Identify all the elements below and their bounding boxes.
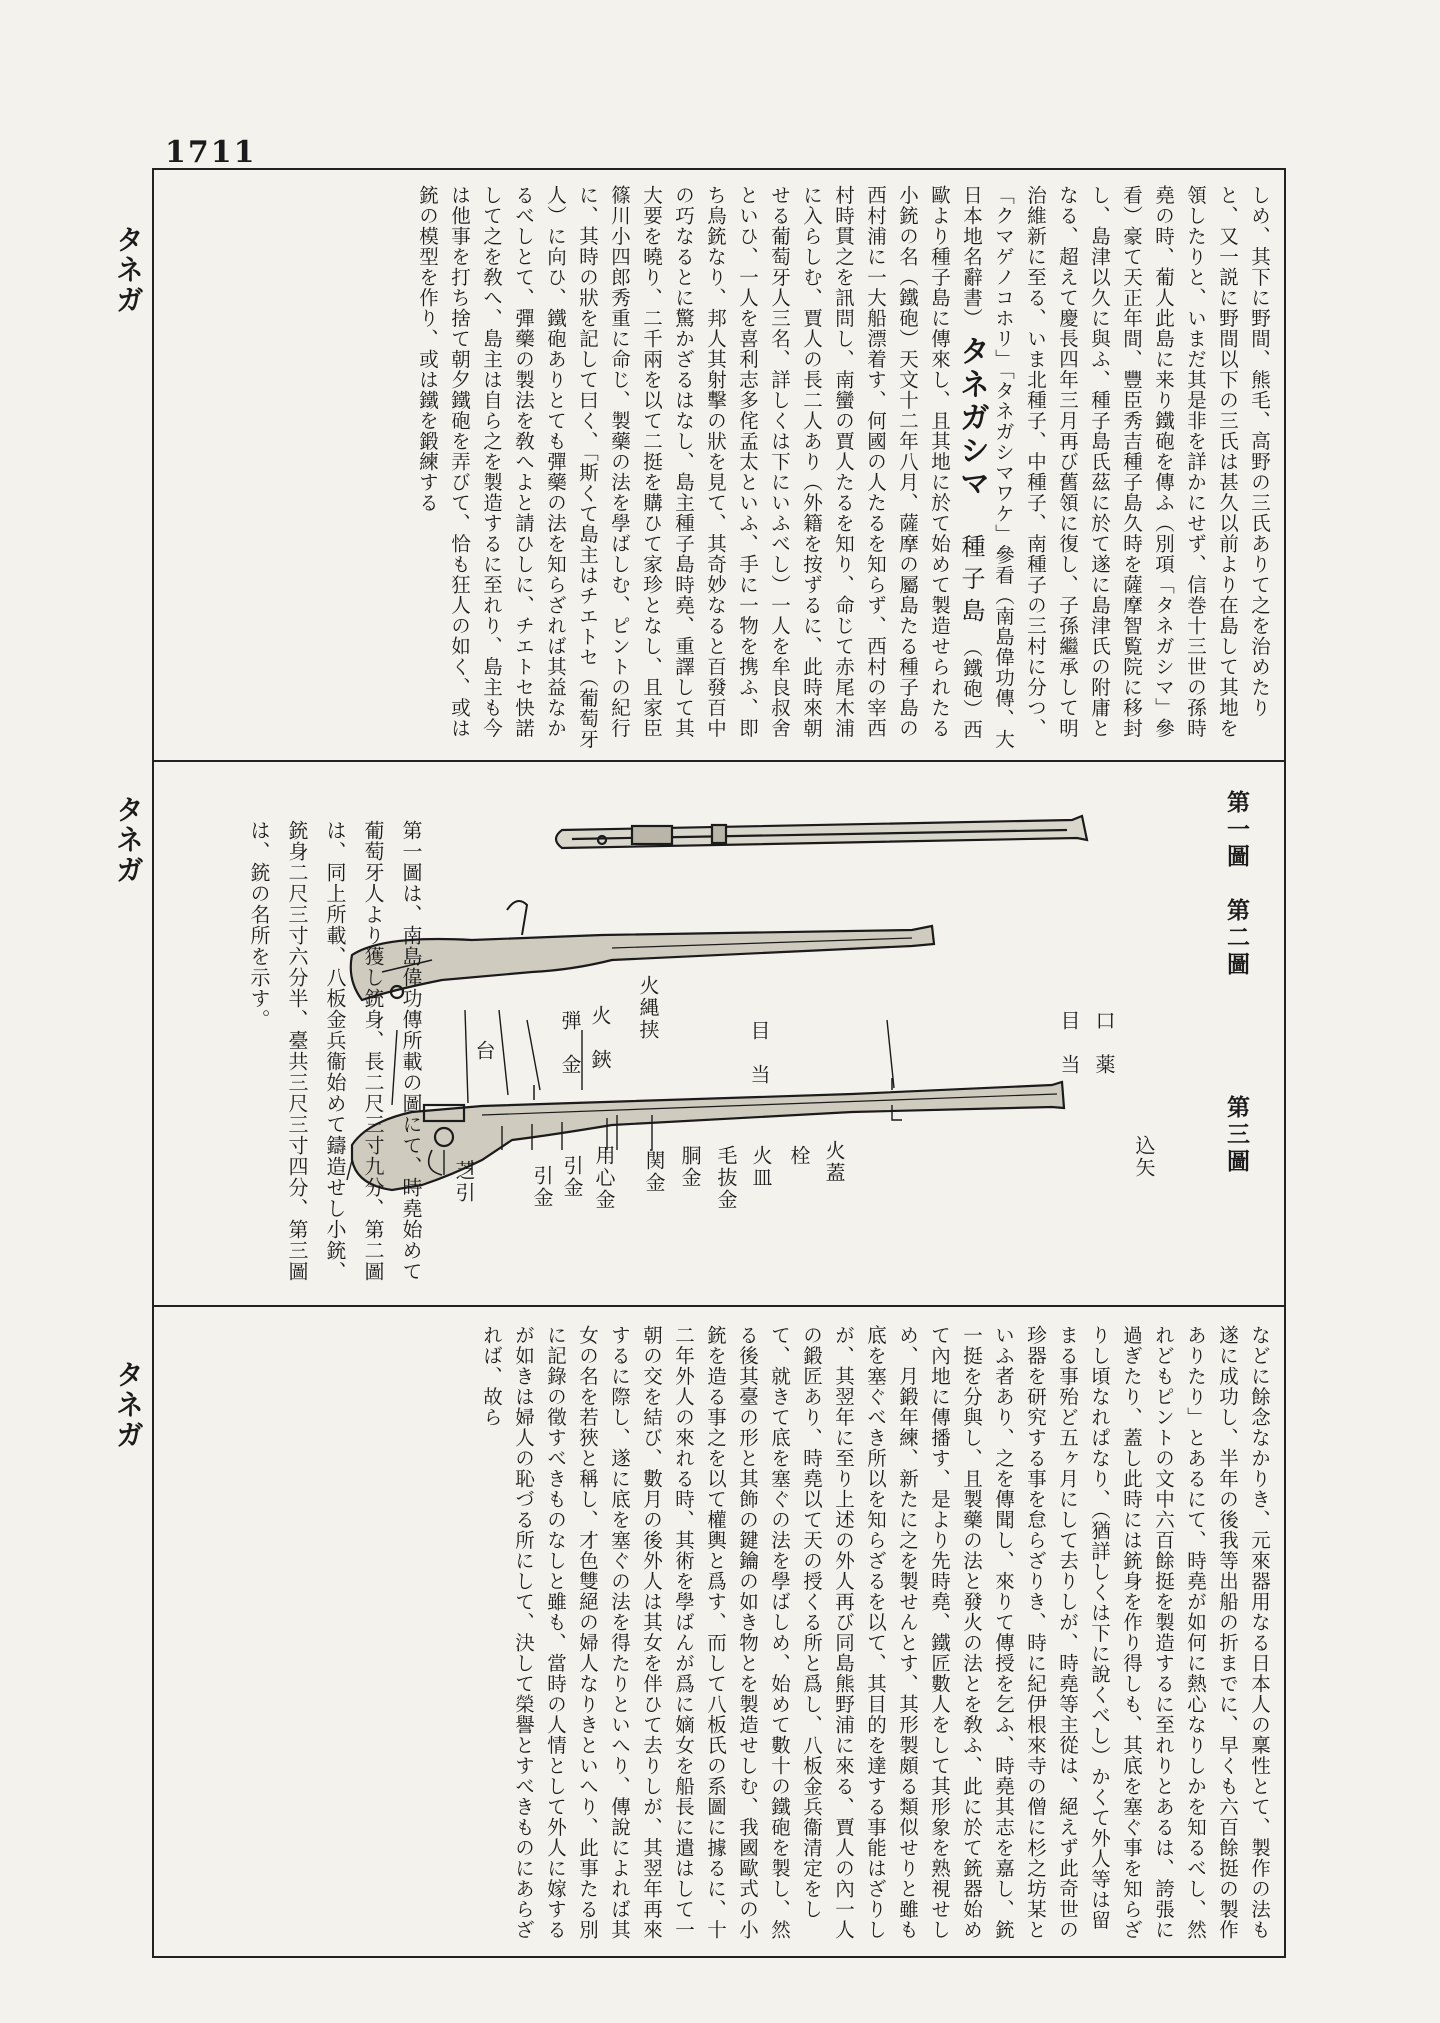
label-hikigane-1: 引金 — [560, 1155, 584, 1199]
label-dai: 台 — [472, 1040, 496, 1062]
top-continuation-text: しめ、其下に野間、熊毛、高野の三氏ありて之を治めたりと、又一説に野間以下の三氏は甚久以前より在島して其地を領したりと、いまだ其是非を詳かにせず、信巻十三世の孫時堯の時、葡人此島に来り鐵砲を傳ふ（別項「タネガシマ」參看）豪て天正年間、豐臣秀吉種子島久時を薩摩智覧院に移封し、島津以久に與ふ、種子島氏茲に於て遂に島津氏の附庸となる、超えて慶長四年三月再び舊領に復し、子孫繼承して明治維新に至る、いま北種子、中種子、南種子の三村に分つ、「クマゲノコホリ」「タネガシマワケ」參看（南島偉功傳、大日本地名辭書） — [960, 185, 1271, 750]
page-number: 1711 — [165, 135, 257, 170]
label-hajikigane: 弾 金 — [558, 1010, 582, 1076]
figure-title-3: 第三圖 — [1223, 1095, 1250, 1176]
label-hizara: 火皿 — [749, 1145, 773, 1189]
label-meate-rear: 目 当 — [747, 1020, 771, 1086]
label-dougane: 胴金 — [678, 1145, 702, 1189]
headword: タネガシマ — [954, 335, 989, 501]
label-shibabiki: 芝引 — [452, 1160, 476, 1204]
label-sekigane: 関金 — [642, 1150, 666, 1194]
label-kenukigane: 毛抜金 — [714, 1145, 738, 1211]
label-hinawabasami: 火縄挟 — [636, 975, 660, 1041]
margin-index-top: タネガ — [112, 225, 145, 315]
margin-index-bottom: タネガ — [112, 1360, 145, 1450]
bottom-section: などに餘念なかりき、元來器用なる日本人の稟性とて、製作の法も遂に成功し、半年の後我等出船の折までに、早くも六百餘挺の製作ありたり」とあるにて、時堯が如何に熱心なりしかを知るべし、然れどもピントの文中六百餘挺を製造するに至れりとあるは、誇張に過ぎたり、蓋し此時には銃身を作り得しも、其底を塞ぐ事を知らざりし頃なれぱなり、（猶詳しくは下に說くべし）かくて外人等は留まる事殆ど五ヶ月にして去りしが、時堯等主從は、絕えず此奇世の珍器を研究する事を怠らざりき、時に紀伊根來寺の僧に杉之坊某といふ者あり、之を傳聞し、來りて傳授を乞ふ、時堯其志を嘉し、銃一挺を分與し、且製藥の法と發火の法とを敎ふ、此に於て銃器始めて內地に傳播す、是より先時堯、鐵匠數人をして其形象を熟視せしめ、月鍛年練、新たに之を製せんとす、其形製頗る類似せりと雖も底を塞ぐべき所以を知らざるを以て、其目的を達する事能はざりしが、其翌年に至り上述の外人再び同島熊野浦に來る、賈人の內一人の鍛匠あり、時堯以て天の授くる所と爲し、八板金兵衞清定をして、就きて底を塞ぐの法を學ばしめ、始めて數十の鐵砲を製し、然る後其臺の形と其飾の鍵鑰の如き物とを製造せしむ、我國歐式の小銃を造る事之を以て權輿と爲す、而して八板氏の系圖に據るに、十二年外人の來れる時、其術を學ばんが爲に嫡女を船長に遣はして一朝の交を結び、數月の後外人は其女を伴ひて去りしが、其翌年再來するに際し、遂に底を塞ぐの法を得たりといへり、傳說によれば其女の名を若狹と稱し、才色雙絕の婦人なりきといへり、此事たる別に記錄の徵すべきものなしと雖も、當時の人情として外人に嫁するが如きは婦人の恥づる所にして、決して榮譽とすべきものにあらざれば、故ら — [480, 1325, 1271, 1940]
headword-place: 種子島 — [957, 533, 985, 630]
label-hikigane-2: 引金 — [530, 1165, 554, 1209]
label-komiya: 込矢 — [1132, 1135, 1156, 1179]
figure-caption: 第一圖は、南島偉功傳所載の圖にて、時堯始めて葡萄牙人より獲し銃身、長二尺三寸九分、第二圖は、同上所載、八板金兵衞始めて鑄造せし小銃、銃身二尺三寸六分半、臺共三尺三寸四分、第三圖は、銃の名所を示す。 — [247, 820, 423, 1282]
figure-titles: 第一圖 第二圖 — [1223, 790, 1250, 979]
margin-index-mid: タネガ — [112, 795, 145, 885]
label-hibasami: 火 鋏 — [588, 1005, 612, 1071]
label-hibuta: 火蓋 — [822, 1140, 846, 1184]
first-gun — [556, 816, 1087, 848]
section-divider-bottom — [152, 1305, 1286, 1307]
label-meate-front: 目 当 — [1057, 1010, 1081, 1076]
top-section — [170, 185, 1275, 750]
label-sen: 栓 — [787, 1145, 811, 1167]
headword-body: （鐵砲）西歐より種子島に傳來し、且其地に於て始めて製造せられたる小銃の名（鐵砲）天文十二年八月、薩摩の屬島たる種子島の西村浦に一大船漂着す、何國の人たるを知らず、西村の宰西村時貫之を訊問し、南蠻の賈人たるを知り、命じて赤尾木浦に入らしむ、賈人の長二人あり（外籍を按ずるに、此時來朝せる葡萄牙人三名、詳しくは下にいふべし）一人を牟良叔舍といひ、一人を喜利志多侘孟太といふ、手に一物を携ふ、即ち鳥銃なり、邦人其射擊の狀を見て、其奇妙なると百發百中の巧なるとに驚かざるはなし、島主種子島時堯、重譯して其大要を曉り、二千兩を以て二挺を購ひて家珍となし、且家臣篠川小四郎秀重に命じ、製藥の法を學ばしむ、ピントの紀行に、其時の狀を記して曰く、「斯くて島主はチエトセ（葡萄牙人）に向ひ、鐵砲ありとても彈藥の法を知らざれば其益なかるべしとて、彈藥の製法を敎へよと請ひしに、チエトセ快諾して之を敎へ、島主は自ら之を製造するに至れり、島主も今は他事を打ち捨て朝夕鐵砲を弄びて、恰も狂人の如く、或は銃の模型を作り、或は鐵を鍛練する — [416, 185, 983, 750]
label-youjingane: 用心金 — [592, 1145, 616, 1211]
label-kuchigusuri: 口 薬 — [1092, 1010, 1116, 1076]
